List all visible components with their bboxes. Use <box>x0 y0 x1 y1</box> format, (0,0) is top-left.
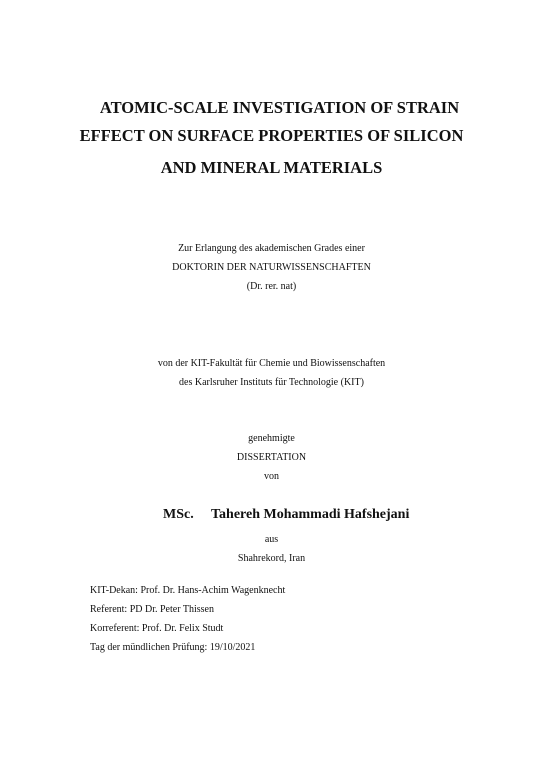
author-name: Tahereh Mohammadi Hafshejani <box>211 507 410 522</box>
dean-line: KIT-Dekan: Prof. Dr. Hans-Achim Wagenknecht <box>90 585 286 596</box>
degree-name: DOKTORIN DER NATURWISSENSCHAFTEN <box>172 262 371 273</box>
degree-purpose: Zur Erlangung des akademischen Grades einer <box>178 243 365 254</box>
by-label: von <box>264 471 279 482</box>
thesis-title-line-3: AND MINERAL MATERIALS <box>160 158 383 177</box>
author-origin: Shahrekord, Iran <box>237 553 306 564</box>
author-line <box>163 506 409 524</box>
dissertation-label: DISSERTATION <box>236 452 307 463</box>
exam-date-line: Tag der mündlichen Prüfung: 19/10/2021 <box>90 642 256 653</box>
faculty-line: von der KIT-Fakultät für Chemie und Biowissenschaften <box>157 358 386 369</box>
author-degree-prefix: MSc. <box>163 507 194 522</box>
thesis-title-line-2: EFFECT ON SURFACE PROPERTIES OF SILICON <box>79 126 464 145</box>
approved-label: genehmigte <box>248 433 295 444</box>
thesis-title-line-1: ATOMIC-SCALE INVESTIGATION OF STRAIN <box>99 98 460 117</box>
institute-line: des Karlsruher Instituts für Technologie (KIT) <box>179 377 364 388</box>
korreferent-line: Korreferent: Prof. Dr. Felix Studt <box>90 623 224 634</box>
referent-line: Referent: PD Dr. Peter Thissen <box>90 604 214 615</box>
from-label: aus <box>264 534 279 545</box>
degree-abbreviation: (Dr. rer. nat) <box>246 281 297 292</box>
